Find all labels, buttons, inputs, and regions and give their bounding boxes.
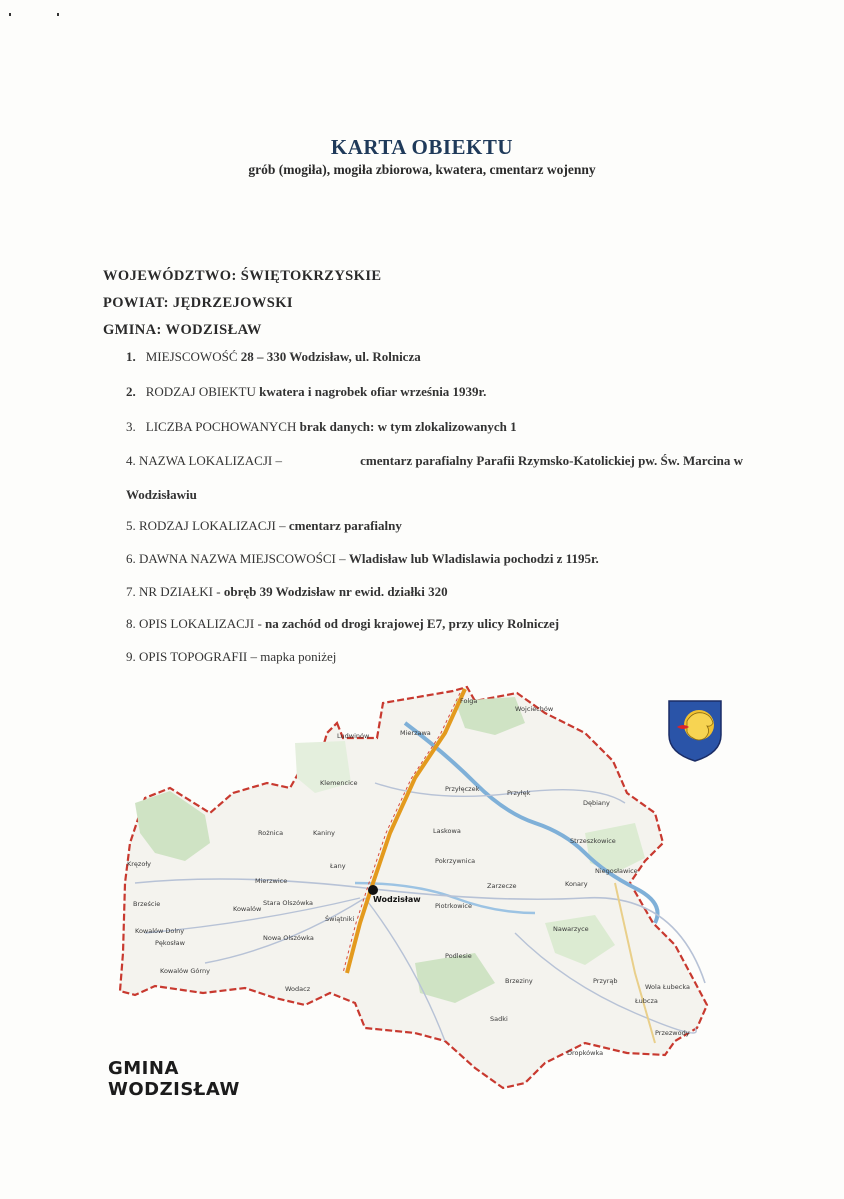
map-place-label: Mierzwice: [255, 877, 288, 885]
map-place-label: Niegosławice: [595, 867, 638, 875]
field-opis-lokalizacji: 8. OPIS LOKALIZACJI - na zachód od drogi krajowej E7, przy ulicy Rolniczej: [126, 616, 560, 631]
field-miejscowosc: 1. MIEJSCOWOŚĆ 28 – 330 Wodzisław, ul. Rolnicza: [126, 349, 421, 364]
map-place-label: Kowalów Górny: [160, 967, 210, 975]
map-place-label: Laskowa: [433, 827, 461, 835]
map-place-label: Łubcza: [635, 997, 658, 1005]
map-place-label: Pękosław: [155, 939, 185, 947]
map-place-label: Wola Łubecka: [645, 983, 690, 991]
map-place-label: Brzeście: [133, 900, 161, 908]
map-place-label: Kowalów Dolny: [135, 927, 185, 935]
scan-speck: [57, 13, 59, 16]
field-nr-dzialki: 7. NR DZIAŁKI - obręb 39 Wodzisław nr ewid. działki 320: [126, 584, 448, 599]
map-place-label: Świątniki: [325, 915, 355, 923]
gmina-label: GMINA: WODZISŁAW: [103, 322, 262, 338]
map-place-label: Pokrzywnica: [435, 857, 476, 865]
map-place-label: Mierzawa: [400, 729, 431, 737]
map-place-label: Kaniny: [313, 829, 336, 837]
field-nazwa-lokalizacji: 4. NAZWA LOKALIZACJI – cmentarz parafialny Parafii Rzymsko-Katolickiej pw. Św. Marcina w: [126, 453, 743, 468]
map-place-label: Folga: [460, 697, 478, 705]
map-place-label: Brzeziny: [505, 977, 533, 985]
map-place-label: Sadki: [490, 1015, 508, 1023]
map-place-label: Wodzisław: [373, 895, 421, 904]
scan-speck: [9, 13, 11, 16]
wodzislaw-marker: [368, 885, 378, 895]
map-place-label: Piotrkowice: [435, 902, 472, 910]
map-place-label: Ludwinów: [337, 732, 370, 740]
gmina-logo: GMINA WODZISŁAW: [108, 1058, 240, 1100]
map-place-label: Nawarzyce: [553, 925, 589, 933]
map-place-label: Klemencice: [320, 779, 358, 787]
map-place-label: Dębiany: [583, 799, 610, 807]
map-place-label: Wojciechów: [515, 705, 554, 713]
map-place-label: Rożnica: [258, 829, 284, 837]
map-place-label: Zarzecze: [487, 882, 517, 890]
page-title: KARTA OBIEKTU: [330, 135, 514, 159]
map-place-label: Wodacz: [285, 985, 311, 993]
field-rodzaj-obiektu: 2. RODZAJ OBIEKTU kwatera i nagrobek ofiar września 1939r.: [126, 384, 487, 399]
field-nazwa-lokalizacji-cont: Wodzisławiu: [126, 487, 197, 502]
map-place-label: Nowa Olszówka: [263, 934, 314, 942]
field-opis-topografii: 9. OPIS TOPOGRAFII – mapka poniżej: [126, 649, 337, 664]
powiat-label: POWIAT: JĘDRZEJOWSKI: [103, 295, 293, 311]
map-place-label: Podlesie: [445, 952, 472, 960]
map-place-label: Przyłęczek: [445, 785, 480, 793]
map-place-label: Konary: [565, 880, 588, 888]
map-place-label: Strzeszkowice: [570, 837, 616, 845]
map-place-label: Przyrąb: [593, 977, 618, 985]
map-place-label: Stara Olszówka: [263, 899, 314, 907]
wojewodztwo-label: WOJEWÓDZTWO: ŚWIĘTOKRZYSKIE: [103, 268, 382, 284]
map-place-label: Łany: [330, 862, 346, 870]
field-rodzaj-lokalizacji: 5. RODZAJ LOKALIZACJI – cmentarz parafialny: [126, 518, 402, 533]
map-place-label: Przyłęk: [507, 789, 531, 797]
field-liczba-pochowanych: 3. LICZBA POCHOWANYCH brak danych: w tym zlokalizowanych 1: [126, 419, 517, 434]
page-subtitle: grób (mogiła), mogiła zbiorowa, kwatera, cmentarz wojenny: [248, 162, 596, 177]
gmina-map: [115, 683, 715, 1103]
map-place-label: Kowalów: [233, 905, 262, 913]
field-dawna-nazwa: 6. DAWNA NAZWA MIEJSCOWOŚCI – Wladisław lub Wladislawia pochodzi z 1195r.: [126, 551, 599, 566]
map-place-label: Kręzoły: [127, 860, 152, 868]
map-place-label: Dropkówka: [567, 1049, 604, 1057]
map-place-label: Przezwody: [655, 1029, 690, 1037]
